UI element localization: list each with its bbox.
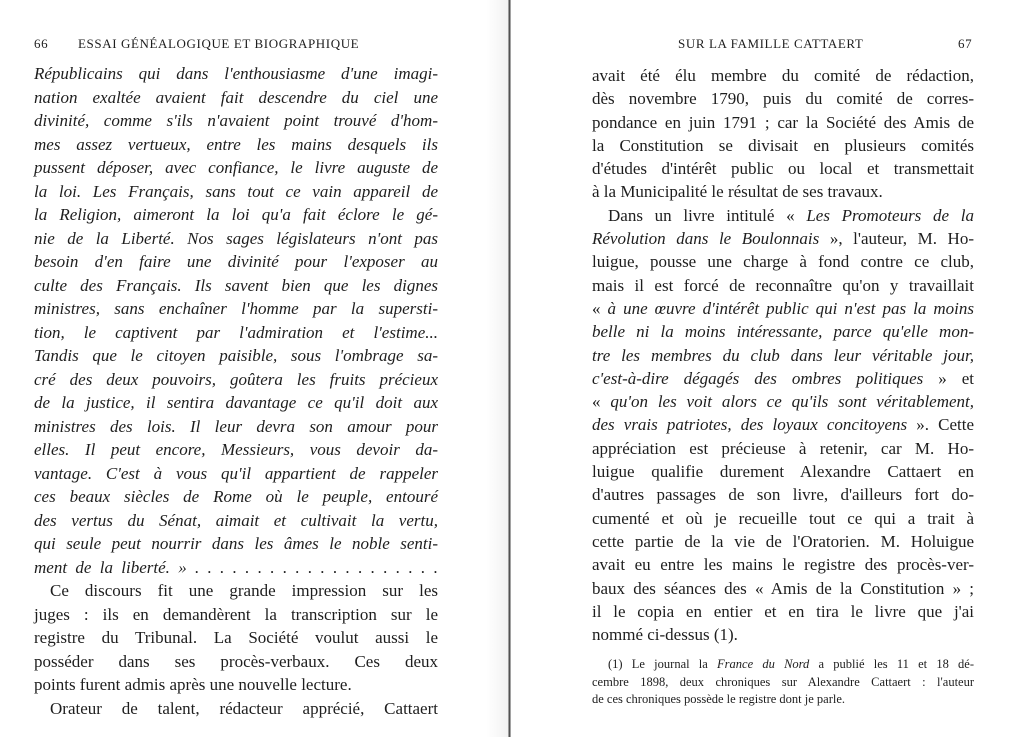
text-line: divinité, comme s'ils n'avaient point trouvé d'hom- <box>34 111 438 130</box>
footnote-line <box>592 656 974 674</box>
text-line <box>592 413 974 436</box>
text-line: vantage. C'est à vous qu'il appartient de rappeler <box>34 463 438 483</box>
text-line: ment de la liberté. » . . . . . . . . . . . . . . . . . . . . <box>34 557 438 577</box>
text-line: Républicains qui dans l'enthousiasme d'une imagi- <box>34 64 438 83</box>
text-line: qui seule peut nourrir dans les âmes le noble senti- <box>34 534 438 553</box>
footnote-line: de ces chroniques possède le registre dont je parle. <box>592 692 846 706</box>
text-run: Dans un livre intitulé « <box>608 205 807 225</box>
text-line: des vertus du Sénat, aimait et cultivait la vertu, <box>34 510 438 530</box>
text-line: pussent déposer, avec confiance, le livre auguste de <box>34 158 438 177</box>
text-line: tion, le captivent par l'admiration et l'estime... <box>34 322 438 342</box>
text-line: dès novembre 1790, puis du comité de corres- <box>592 89 974 109</box>
text-line <box>592 367 974 390</box>
text-line: nommé ci-dessus (1). <box>592 625 738 645</box>
text-line: culte des Français. Ils savent bien que les dignes <box>34 275 438 295</box>
right-page-number: 67 <box>958 36 973 51</box>
text-line: appréciation est précieuse à retenir, car M. Ho- <box>592 438 974 458</box>
text-line: Tandis que le citoyen paisible, sous l'ombrage sa- <box>34 346 438 365</box>
text-line: ministres, sans enchaîner l'homme par la supersti- <box>34 299 438 318</box>
text-line: de la justice, il sentira davantage ce qu'il doit aux <box>34 393 438 412</box>
newspaper-title: France du Nord <box>717 657 810 671</box>
left-page-number: 66 <box>34 36 49 51</box>
text-run: ». Cette <box>907 415 974 435</box>
text-line: Ce discours fit une grande impression sur les <box>50 581 438 600</box>
text-run: « <box>592 298 608 318</box>
quotation-line: tre les membres du club dans leur véritable jour, <box>592 345 974 365</box>
quotation: c'est-à-dire dégagés des ombres politiques <box>592 368 924 388</box>
text-line: cré des deux pouvoirs, goûtera les fruits précieux <box>34 369 438 389</box>
text-line: ministres des lois. Il leur devra son amour pour <box>34 416 438 436</box>
quotation: qu'on les voit alors ce qu'ils sont véritablement, <box>610 392 975 412</box>
text-line: nie de la Liberté. Nos sages législateurs n'ont pas <box>34 228 438 248</box>
text-line: registre du Tribunal. La Société voulut aussi le <box>34 628 438 647</box>
text-line: la Constitution se divisait en plusieurs comités <box>592 135 974 155</box>
text-line: luigue, pousse une charge à fond contre ce club, <box>592 252 974 272</box>
text-line <box>592 297 974 320</box>
footnote-line: cembre 1898, deux chroniques sur Alexandre Cattaert : l'auteur <box>592 674 974 689</box>
quotation: des vrais patriotes, des loyaux concitoyens <box>592 415 908 435</box>
text-line: avait été élu membre du comité de rédaction, <box>592 66 974 85</box>
text-line: luigue qualifie durement Alexandre Cattaert en <box>592 462 974 482</box>
quotation-line: belle ni la moins intéressante, parce qu'elle mon- <box>592 322 974 342</box>
text-line: d'autres passages de son livre, d'ailleurs fort do- <box>592 485 974 505</box>
text-run: a publié les 11 et 18 dé- <box>809 657 974 671</box>
text-run: « <box>592 392 611 412</box>
text-line: Orateur de talent, rédacteur apprécié, Cattaert <box>50 698 438 718</box>
text-line: à la Municipalité le résultat de ses travaux. <box>592 182 883 202</box>
text-line: d'études d'intérêt public ou local et transmettait <box>592 159 974 179</box>
left-body-text <box>34 62 438 720</box>
text-line <box>592 204 974 227</box>
right-body-text <box>592 64 974 646</box>
text-line <box>592 227 974 250</box>
text-run: », l'auteur, M. Ho- <box>819 229 974 249</box>
text-line: la Religion, aimeront la loi qu'a fait éclore le gé- <box>34 205 438 224</box>
text-line: avait eu entre les mains le registre des procès-ver- <box>592 555 974 575</box>
quotation: à une œuvre d'intérêt public qui n'est pas la moins <box>607 298 975 318</box>
text-line: mais il est forcé de reconnaître qu'on y travaillait <box>592 275 974 295</box>
book-title: Révolution dans le Boulonnais <box>592 229 820 249</box>
footnote <box>592 656 974 709</box>
text-line: pondance en juin 1791 ; car la Société des Amis de <box>592 112 974 132</box>
text-line: elles. Il peut encore, Messieurs, vous devoir da- <box>34 440 438 459</box>
text-line: posséder dans ses procès-verbaux. Ces deux <box>34 651 438 671</box>
text-run: » et <box>923 368 974 388</box>
book-title: Les Promoteurs de la <box>806 205 974 225</box>
text-line: nation exaltée avaient fait descendre du ciel une <box>34 87 438 107</box>
gutter-shadow <box>486 0 508 737</box>
text-line: juges : ils en demandèrent la transcription sur le <box>34 604 438 624</box>
left-running-title: ESSAI GÉNÉALOGIQUE ET BIOGRAPHIQUE <box>78 36 360 51</box>
text-line: points furent admis après une nouvelle lecture. <box>34 675 352 694</box>
text-line <box>592 390 974 413</box>
text-line: mes assez vertueux, entre les mains desquels ils <box>34 134 438 154</box>
text-line: cumenté et où je recueille tout ce qui a trait à <box>592 508 974 528</box>
book-gutter <box>508 0 511 737</box>
text-line: besoin d'en faire une divinité pour l'exposer au <box>34 252 438 271</box>
right-running-title: SUR LA FAMILLE CATTAERT <box>678 36 864 51</box>
text-line: cette partie de la vie de l'Oratorien. M. Holuigue <box>592 531 974 551</box>
text-line: ces beaux siècles de Rome où le peuple, entouré <box>34 487 438 506</box>
text-run: (1) Le journal la <box>608 657 718 671</box>
text-line: baux des séances des « Amis de la Constitution » ; <box>592 578 974 598</box>
text-line: il le copia en entier et en tira le livre que j'ai <box>592 601 974 621</box>
text-line: la loi. Les Français, sans tout ce vain appareil de <box>34 181 438 201</box>
